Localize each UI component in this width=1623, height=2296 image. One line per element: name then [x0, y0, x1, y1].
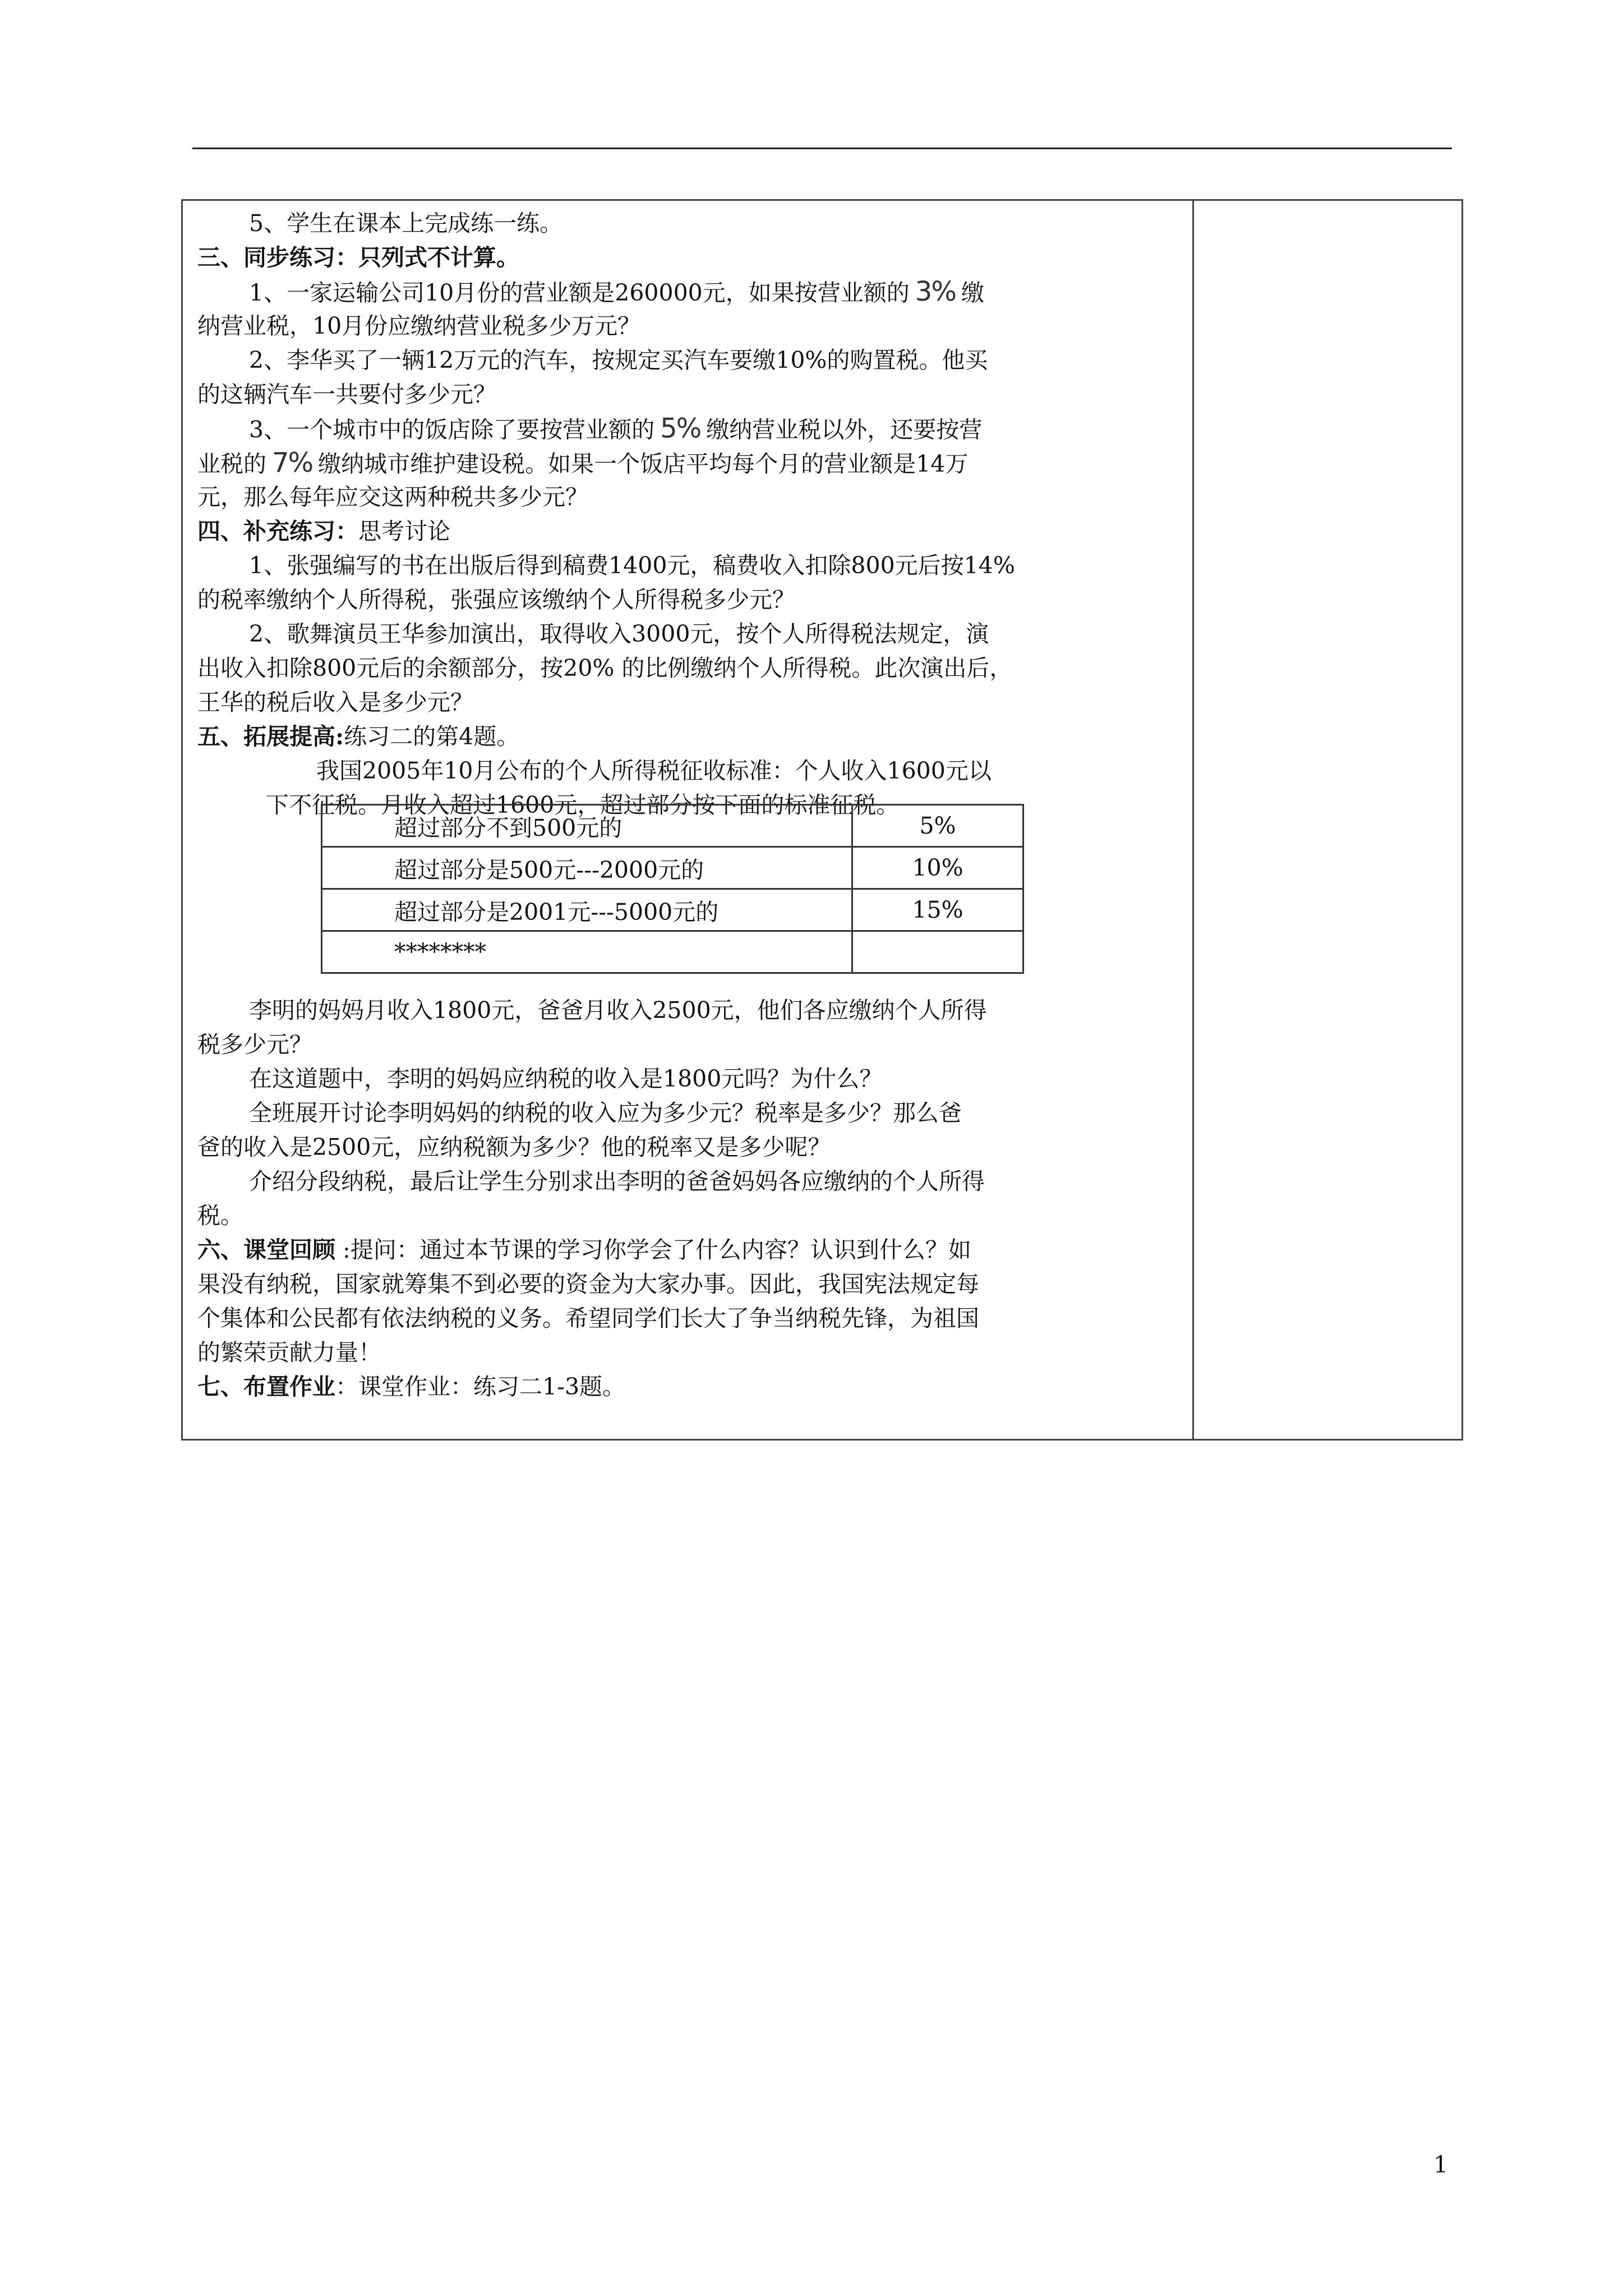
section-heading: 四、补充练习：思考讨论	[197, 518, 450, 545]
question-line: 3、一个城市中的饭店除了要按营业额的 5% 缴纳营业税以外，还要按营	[249, 413, 983, 444]
text-line: 的繁荣贡献力量！	[197, 1339, 381, 1366]
table-row	[322, 889, 1023, 931]
table-row	[322, 847, 1023, 889]
question-line: 2、歌舞演员王华参加演出，取得收入3000元，按个人所得税法规定，演	[249, 620, 989, 647]
text-line: 税多少元？	[197, 1031, 312, 1058]
text-line: 在这道题中，李明的妈妈应纳税的收入是1800元吗？为什么？	[249, 1065, 883, 1092]
question-line: 的这辆汽车一共要付多少元？	[197, 381, 496, 408]
page-number: 1	[1433, 2151, 1449, 2178]
question-line: 元，那么每年应交这两种税共多少元？	[197, 484, 588, 510]
question-line: 出收入扣除800元后的余额部分，按20% 的比例缴纳个人所得税。此次演出后，	[197, 655, 1013, 682]
rate-cell: 10%	[852, 847, 1023, 889]
question-line: 1、一家运输公司10月份的营业额是260000元，如果按营业额的 3% 缴	[249, 276, 984, 307]
percent-image: 7%	[272, 447, 313, 478]
section-heading: 六、课堂回顾 :提问：通过本节课的学习你学会了什么内容？认识到什么？如	[197, 1236, 971, 1263]
tax-rate-table	[321, 804, 1024, 974]
rate-cell	[852, 931, 1023, 973]
percent-image: 3%	[915, 276, 956, 307]
practice-line: 5、学生在课本上完成练一练。	[249, 210, 563, 237]
table-row	[322, 805, 1023, 847]
range-cell: 超过部分是2001元---5000元的	[322, 889, 852, 931]
text-line: 下不征税。月收入超过1600元，超过部分按下面的标准征税。	[266, 792, 900, 818]
rate-cell: 15%	[852, 889, 1023, 931]
section-heading: 七、布置作业：课堂作业：练习二1-3题。	[197, 1373, 626, 1400]
text-line: 李明的妈妈月收入1800元，爸爸月收入2500元，他们各应缴纳个人所得	[249, 997, 987, 1024]
rate-cell: 5%	[852, 805, 1023, 847]
text-line: 税。	[197, 1202, 243, 1229]
section-heading: 五、拓展提高:练习二的第4题。	[197, 723, 520, 750]
table-row	[322, 931, 1023, 973]
text-line: 我国2005年10月公布的个人所得税征收标准：个人收入1600元以	[316, 757, 992, 784]
range-cell: ********	[322, 931, 852, 973]
column-divider	[1192, 199, 1194, 1441]
question-line: 王华的税后收入是多少元？	[197, 689, 473, 716]
text-line: 全班展开讨论李明妈妈的纳税的收入应为多少元？税率是多少？那么爸	[249, 1099, 962, 1126]
text-line: 介绍分段纳税，最后让学生分别求出李明的爸爸妈妈各应缴纳的个人所得	[249, 1168, 985, 1195]
question-line: 2、李华买了一辆12万元的汽车，按规定买汽车要缴10%的购置税。他买	[249, 347, 988, 374]
question-line: 的税率缴纳个人所得税，张强应该缴纳个人所得税多少元？	[197, 586, 795, 613]
question-line: 1、张强编写的书在出版后得到稿费1400元，稿费收入扣除800元后按14%	[249, 552, 1015, 579]
question-line: 业税的 7% 缴纳城市维护建设税。如果一个饭店平均每个月的营业额是14万	[197, 447, 969, 478]
range-cell: 超过部分不到500元的	[322, 805, 852, 847]
text-line: 果没有纳税，国家就筹集不到必要的资金为大家办事。因此，我国宪法规定每	[197, 1271, 979, 1297]
text-line: 爸的收入是2500元，应纳税额为多少？他的税率又是多少呢？	[197, 1134, 831, 1161]
text-line: 个集体和公民都有依法纳税的义务。希望同学们长大了争当纳税先锋，为祖国	[197, 1305, 979, 1332]
section-heading: 三、同步练习：只列式不计算。	[197, 244, 519, 271]
percent-image: 5%	[660, 413, 701, 444]
range-cell: 超过部分是500元---2000元的	[322, 847, 852, 889]
header-rule	[192, 148, 1452, 149]
question-line: 纳营业税，10月份应缴纳营业税多少万元？	[197, 312, 641, 339]
